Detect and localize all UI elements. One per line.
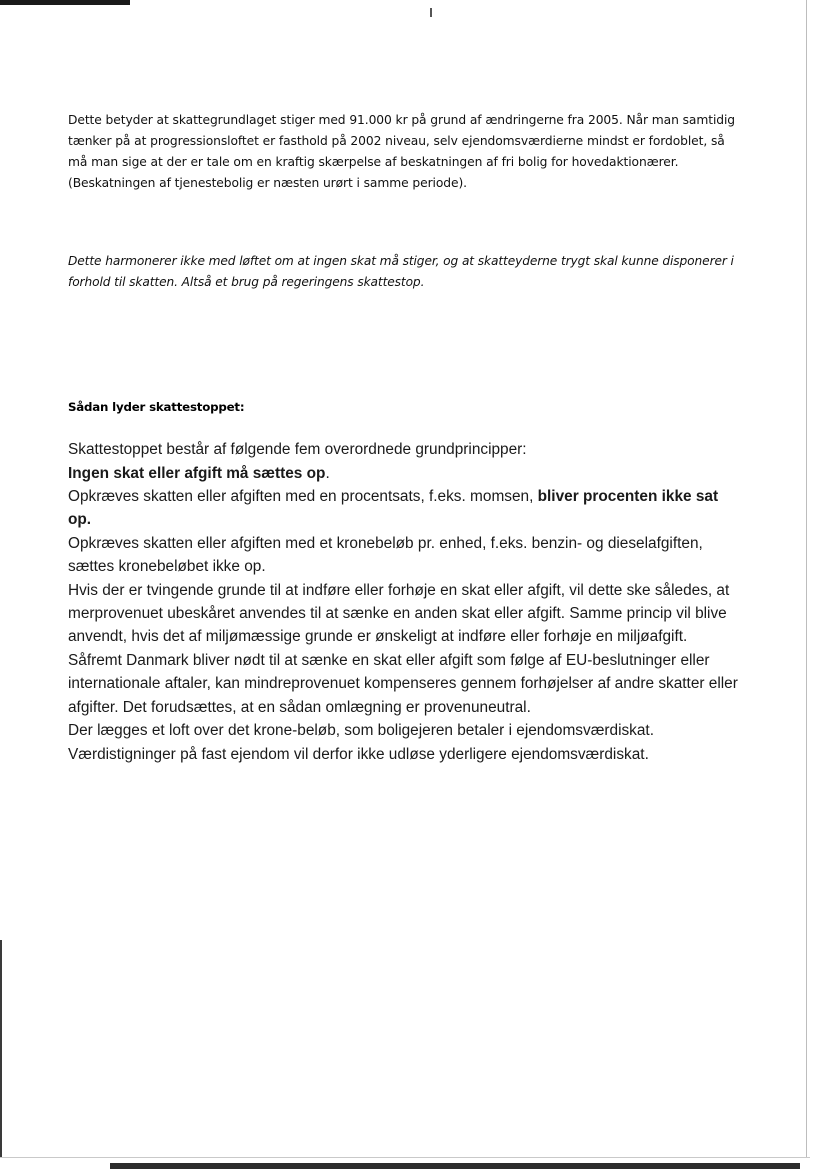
principle-item-5: Der lægges et loft over det krone-beløb, som boligejeren betaler i ejendomsværdiskat. Værdistigninger på fast ejendom vil derfor ikke udløse yderligere ejendomsværdiskat. [68, 722, 654, 763]
principle-2-lead-text: Opkræves skatten eller afgiften med en procentsats, f.eks. momsen, [68, 488, 538, 506]
principle-1-bold-text: Ingen skat eller afgift må sættes op [68, 464, 326, 482]
section-heading: Sådan lyder skattestoppet: [68, 399, 245, 414]
principle-1-tail-text: . [325, 464, 330, 482]
principle-item-4: Hvis der er tvingende grunde til at indføre eller forhøje en skat eller afgift, vil dette ske således, at merprovenuet ubeskåret anvendes til at sænke en anden skat eller afgift. Samme princip vil blive anvendt, hvis det af miljømæssige grunde er ønskeligt at indføre eller forhøje en miljøafgift. Såfremt Danmark bliver nødt til at sænke en skat eller afgift som følge af EU-beslutninger eller internationale aftaler, kan mindreprovenuet kompenseres gennem forhøjelser af andre skatter eller afgifter. Det forudsættes, at en sådan omlægning er provenuneutral. [68, 581, 738, 716]
principles-lead-in: Skattestoppet består af følgende fem overordnede grundprincipper: [68, 441, 527, 459]
principle-item-1 [68, 462, 740, 485]
scan-artifact-top-left [0, 0, 130, 5]
principles-block [68, 416, 740, 766]
scan-artifact-bottom-bar [110, 1163, 800, 1169]
italic-note-paragraph: Dette harmonerer ikke med løftet om at ingen skat må stiger, og at skatteyderne trygt skal kunne disponerer i forhold til skatten. Altså et brug på regeringens skattestop. [68, 253, 734, 289]
scan-artifact-right-margin [806, 0, 824, 1169]
principle-2-bold-text: bliver procenten ikke sat op. [68, 488, 719, 529]
scan-artifact-left-edge [0, 940, 2, 1169]
principle-item-3: Opkræves skatten eller afgiften med et kronebeløb pr. enhed, f.eks. benzin- og dieselafgiften, sættes kronebeløbet ikke op. [68, 534, 703, 576]
document-body [68, 110, 740, 766]
intro-paragraph: Dette betyder at skattegrundlaget stiger med 91.000 kr på grund af ændringerne fra 2005. Når man samtidig tænker på at progressionsloftet er fasthold på 2002 niveau, selv ejendomsværdierne mindst er fordoblet, så må man sige at der er tale om en kraftig skærpelse af beskatningen af fri bolig for hovedaktionærer. (Beskatningen af tjenestebolig er næsten urørt i samme periode). [68, 113, 735, 191]
scan-artifact-top-tick [430, 8, 432, 17]
principle-item-2 [68, 485, 740, 532]
